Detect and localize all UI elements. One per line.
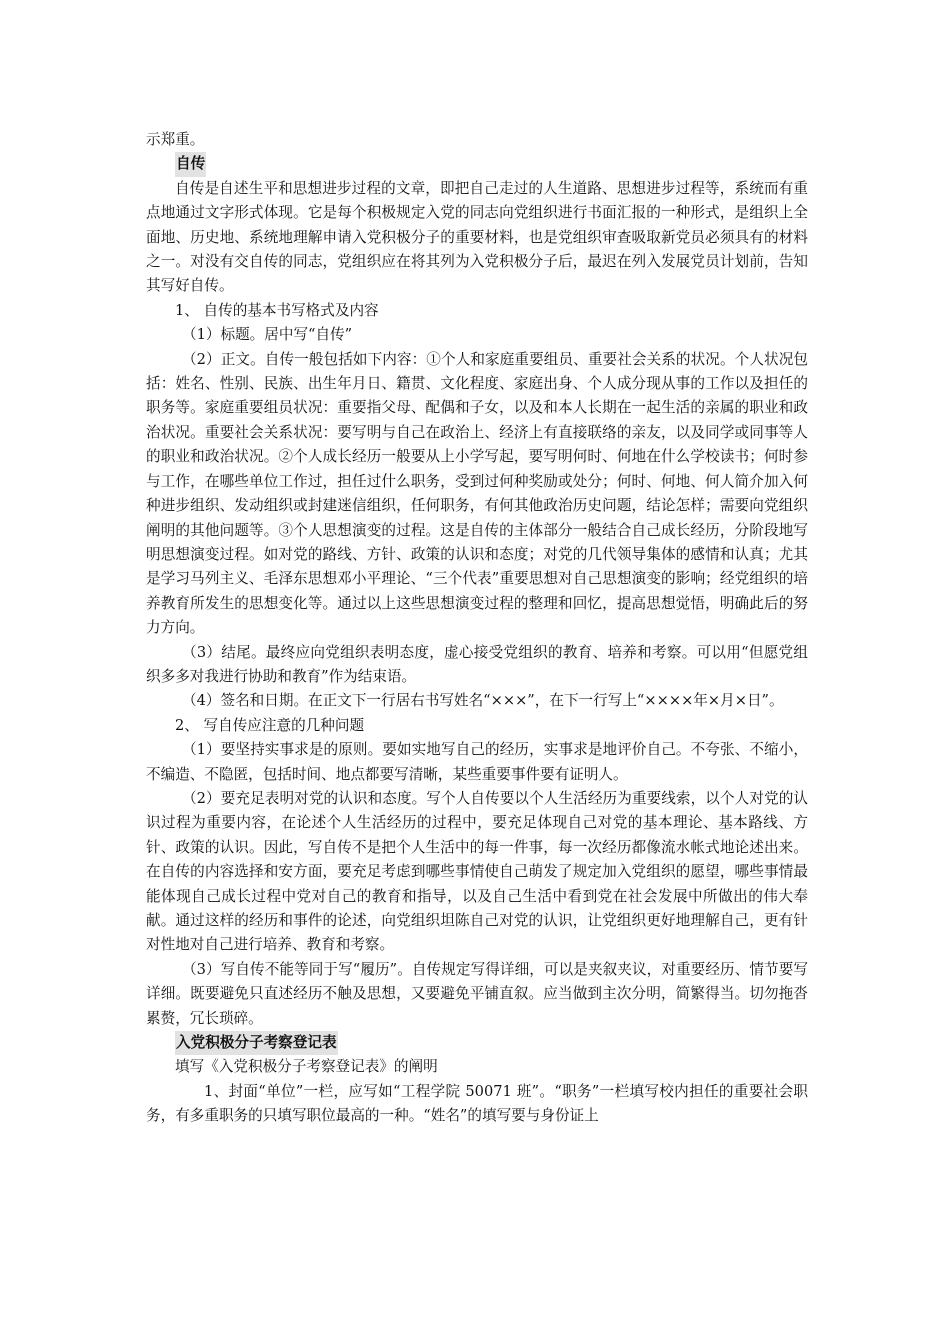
item-title: （1）标题。居中写“自传” [182, 326, 353, 344]
paragraph-autobiography-intro: 自传是自述生平和思想进步过程的文章，即把自己走过的人生道路、思想进步过程等，系统而有重点地通过文字形式体现。它是每个积极规定入党的同志向党组织进行书面汇报的一种形式，是组织上全面地、历史地、系统地理解申请入党积极分子的重要材料，也是党组织审查吸取新党员必须具有的材料之一。对没有交自传的同志，党组织应在将其列为入党积极分子后，最迟在列入发展党员计划前，告知其写好自传。 [146, 179, 808, 295]
note-attitude: （2）要充足表明对党的认识和态度。写个人自传要以个人生活经历为重要线索，以个人对党的认识过程为重要内容，在论述个人生活经历的过程中，要充足体现自己对党的基本理论、基本路线、方针、政策的认识。因此，写自传不是把个人生活中的每一件事，每一次经历都像流水帐式地论述出来。在自传的内容选择和安方面，要充足考虑到哪些事情使自己萌发了规定加入党组织的愿望，哪些事情最能体现自己成长过程中党对自己的教育和指导，以及自己生活中看到党在社会发展中所做出的伟大奉献。通过这样的经历和事件的论述，向党组织坦陈自己对党的认识，让党组织更好地理解自己，更有针对性地对自己进行培养、教育和考察。 [146, 789, 808, 954]
item-signature: （4）签名和日期。在正文下一行居右书写姓名“×××”，在下一行写上“××××年×月×日”。 [182, 692, 784, 710]
paragraph-continuation: 示郑重。 [146, 131, 205, 148]
heading-autobiography: 自传 [175, 152, 206, 176]
item-ending: （3）结尾。最终应向党组织表明态度，虚心接受党组织的教育、培养和考察。可以用“但愿党组织多多对我进行协助和教育”作为结束语。 [146, 643, 808, 685]
note-truthful: （1）要坚持实事求是的原则。要如实地写自己的经历，实事求是地评价自己。不夸张、不缩小，不编造、不隐匿，包括时间、地点都要写清晰，某些重要事件要有证明人。 [146, 741, 808, 783]
document-body [146, 128, 808, 1129]
section-1-title: 1、 自传的基本书写格式及内容 [175, 301, 379, 319]
form-instructions-title: 填写《入党积极分子考察登记表》的阐明 [175, 1058, 438, 1076]
note-not-resume: （3）写自传不能等同于写“履历”。自传规定写得详细，可以是夹叙夹议，对重要经历、情节要写详细。既要避免只直述经历不触及思想，又要避免平铺直叙。应当做到主次分明，简繁得当。切勿拖沓累赘，冗长琐碎。 [146, 960, 808, 1027]
section-2-title: 2、 写自传应注意的几种问题 [175, 716, 365, 734]
heading-form-wrap [146, 1031, 808, 1055]
form-instruction-1: 1、封面“单位”一栏，应写如“工程学院 50071 班”。“职务”一栏填写校内担任的重要社会职务，有多重职务的只填写职位最高的一种。“姓名”的填写要与身份证上 [146, 1082, 808, 1125]
item-body: （2）正文。自传一般包括如下内容：①个人和家庭重要组员、重要社会关系的状况。个人状况包括：姓名、性别、民族、出生年月日、籍贯、文化程度、家庭出身、个人成分现从事的工作以及担任的职务等。家庭重要组员状况：重要指父母、配偶和子女，以及和本人长期在一起生活的亲属的职业和政治状况。重要社会关系状况：要写明与自己在政治上、经济上有直接联络的亲友，以及同学或同事等人的职业和政治状况。②个人成长经历一般要从上小学写起，要写明何时、何地在什么学校读书；何时参与工作，在哪些单位工作过，担任过什么职务，受到过何种奖励或处分；何时、何地、何人简介加入何种进步组织、发动组织或封建迷信组织，任何职务，有何其他政治历史问题，结论怎样；需要向党组织阐明的其他问题等。③个人思想演变的过程。这是自传的主体部分一般结合自己成长经历，分阶段地写明思想演变过程。如对党的路线、方针、政策的认识和态度；对党的几代领导集体的感情和认真；尤其是学习马列主义、毛泽东思想邓小平理论、“三个代表”重要思想对自己思想演变的影响；经党组织的培养教育所发生的思想变化等。通过以上这些思想演变过程的整理和回忆，提高思想觉悟，明确此后的努力方向。 [146, 350, 808, 637]
heading-autobiography-wrap [146, 152, 808, 176]
heading-activist-form: 入党积极分子考察登记表 [175, 1031, 338, 1055]
